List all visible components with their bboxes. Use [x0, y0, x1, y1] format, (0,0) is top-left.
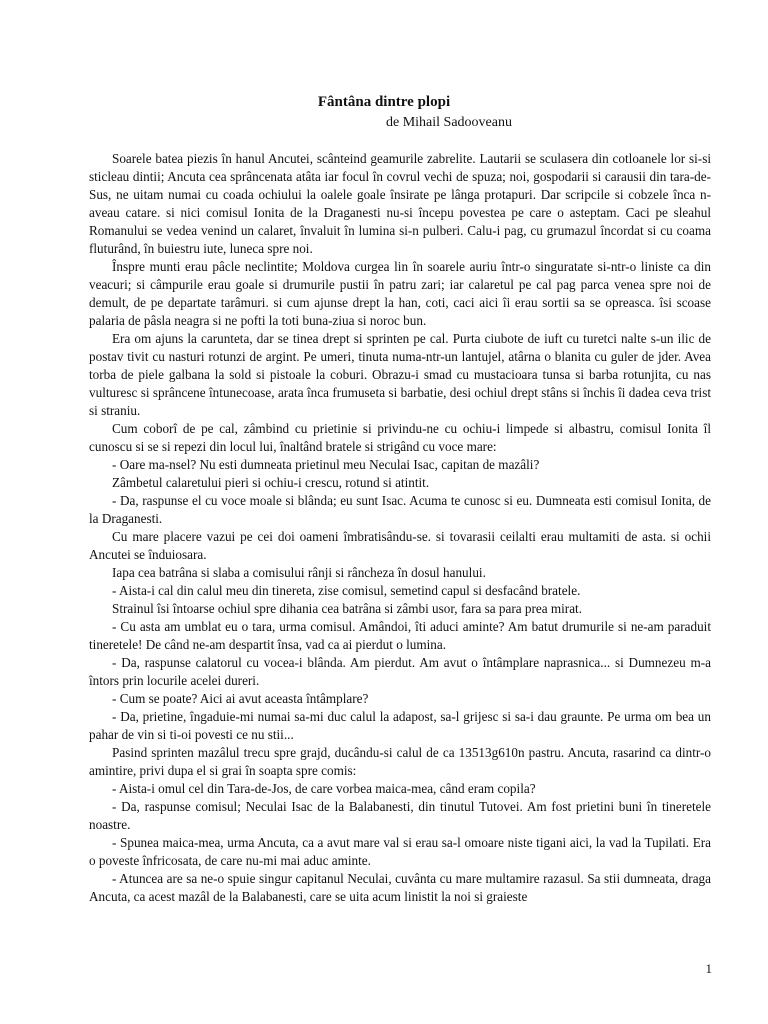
paragraph: - Cu asta am umblat eu o tara, urma comisul. Amândoi, îti aduci aminte? Am batut drumurile si ne-am paraduit tineretele! De când ne-am despartit însa, vad ca ai pierdut o lumina.	[89, 619, 711, 652]
paragraph: Cu mare placere vazui pe cei doi oameni îmbratisându-se. si tovarasii ceilalti erau multamiti de asta. si ochii Ancutei se înduiosara.	[89, 529, 711, 562]
paragraph: - Aista-i omul cel din Tara-de-Jos, de care vorbea maica-mea, când eram copila?	[112, 781, 536, 796]
page-number: 1	[705, 961, 712, 976]
paragraph: - Aista-i cal din calul meu din tineretа, zise comisul, semetind capul si desfacând bratele.	[112, 583, 581, 598]
paragraph: Pasind sprinten mazâlul trecu spre grajd, ducându-si calul de ca 13513g610n pastru. Ancuta, rasarind ca dintr-o amintire, privi dupa el si grai în soapta spre comis:	[89, 745, 711, 778]
paragraph: - Spunea maica-mea, urma Ancuta, ca a avut mare val si erau sa-l omoare niste tigani aici, la vad la Tupilati. Era o poveste înfricosata, de care nu-mi mai aduc aminte.	[89, 835, 711, 868]
paragraph: Soarele batea piezis în hanul Ancutei, scânteind geamurile zabrelite. Lautarii se sculasera din cotloanele lor si-si sticleau dintii; Ancuta cea sprâncenata atâta iar focul în covrul vechi de spuza; noi, gospodarii si carausii din tara-de-Sus, ne uitam numai cu coada ochiului la oalele goale însirate pe lânga protapuri. Dar scripcile si cobzele înca n-aveau catare. si nici comisul Ionita de la Draganesti nu-si începu povestea pe care o asteptam. Caci pe sleahul Romanului se vedea venind un calaret, învaluit în lumina si-n pulberi. Calu-i pag, cu grumazul încordat si cu coama fluturând, în buiestru iute, luneca spre noi.	[89, 151, 711, 256]
paragraph: - Da, raspunse calatorul cu vocea-i blânda. Am pierdut. Am avut o întâmplare naprasnica... si Dumnezeu m-a întors prin locurile acelei dureri.	[89, 655, 711, 688]
paragraph: - Da, raspunse el cu voce moale si blânda; eu sunt Isac. Acuma te cunosc si eu. Dumneata esti comisul Ionita, de la Draganesti.	[89, 493, 711, 526]
paragraph: Strainul îsi întoarse ochiul spre dihania cea batrâna si zâmbi usor, fara sa para prea mirat.	[112, 601, 583, 616]
paragraph: Înspre munti erau pâcle neclintite; Moldova curgea lin în soarele auriu într-o singuratate si-ntr-o liniste ca din veacuri; si câmpurile erau goale si drumurile pustii în patru zari; iar calaretul pe cal pag parca venea spre noi de demult, de pe departate tarâmuri. si cum ajunse drept la han, coti, caci aici îi erau sortii sa se opreasca. îsi scoase palaria de pâsla neagra si ne pofti la toti buna-ziua si noroc bun.	[89, 259, 711, 328]
paragraph: - Da, prietine, îngaduie-mi numai sa-mi duc calul la adapost, sa-l grijesc si sa-i dau graunte. Pe urma om bea un pahar de vin si ti-oi povesti ce nu stii...	[89, 709, 711, 742]
document-author: de Mihail Sadooveanu	[386, 115, 512, 130]
paragraph: - Cum se poate? Aici ai avut aceasta întâmplare?	[112, 691, 369, 706]
document-title: Fântâna dintre plopi	[317, 94, 451, 110]
paragraph: - Da, raspunse comisul; Neculai Isac de la Balabanesti, din tinutul Tutovei. Am fost prietini buni în tineretele noastre.	[89, 799, 711, 832]
paragraph: Era om ajuns la carunteta, dar se tinea drept si sprinten pe cal. Purta ciubote de iuft cu turetci nalte s-un ilic de postav tivit cu nasturi rotunzi de argint. Pe umeri, tinuta numa-ntr-un lantujel, atârna o blanita cu guler de jder. Avea torba de piele galbana la sold si pistoale la coburi. Obrazu-i smad cu mustacioara tunsa si barba rotunjita, cu nas vulturesc si sprâncene întunecoase, arata înca frumuseta si barbatie, desi ochiul drept stâns si închis îi dadea ceva trist si straniu.	[89, 331, 711, 418]
paragraph: Iapa cea batrâna si slaba a comisului rânji si râncheza în dosul hanului.	[112, 565, 486, 580]
paragraph: Zâmbetul calaretului pieri si ochiu-i crescu, rotund si atintit.	[112, 475, 430, 490]
paragraph: - Atuncea are sa ne-o spuie singur capitanul Neculai, cuvânta cu mare multamire razasul. Sa stii dumneata, draga Ancuta, ca acest mazâl de la Balabanesti, care se uita acum linistit la noi si graieste	[89, 871, 711, 904]
paragraph: Cum coborî de pe cal, zâmbind cu prietinie si privindu-ne cu ochiu-i limpede si albastru, comisul Ionita îl cunoscu si se si repezi din locul lui, înaltând bratele si strigând cu voce mare:	[89, 421, 711, 454]
paragraph: - Oare ma-nsel? Nu esti dumneata prietinul meu Neculai Isac, capitan de mazâli?	[112, 457, 540, 472]
document-body	[89, 150, 711, 906]
